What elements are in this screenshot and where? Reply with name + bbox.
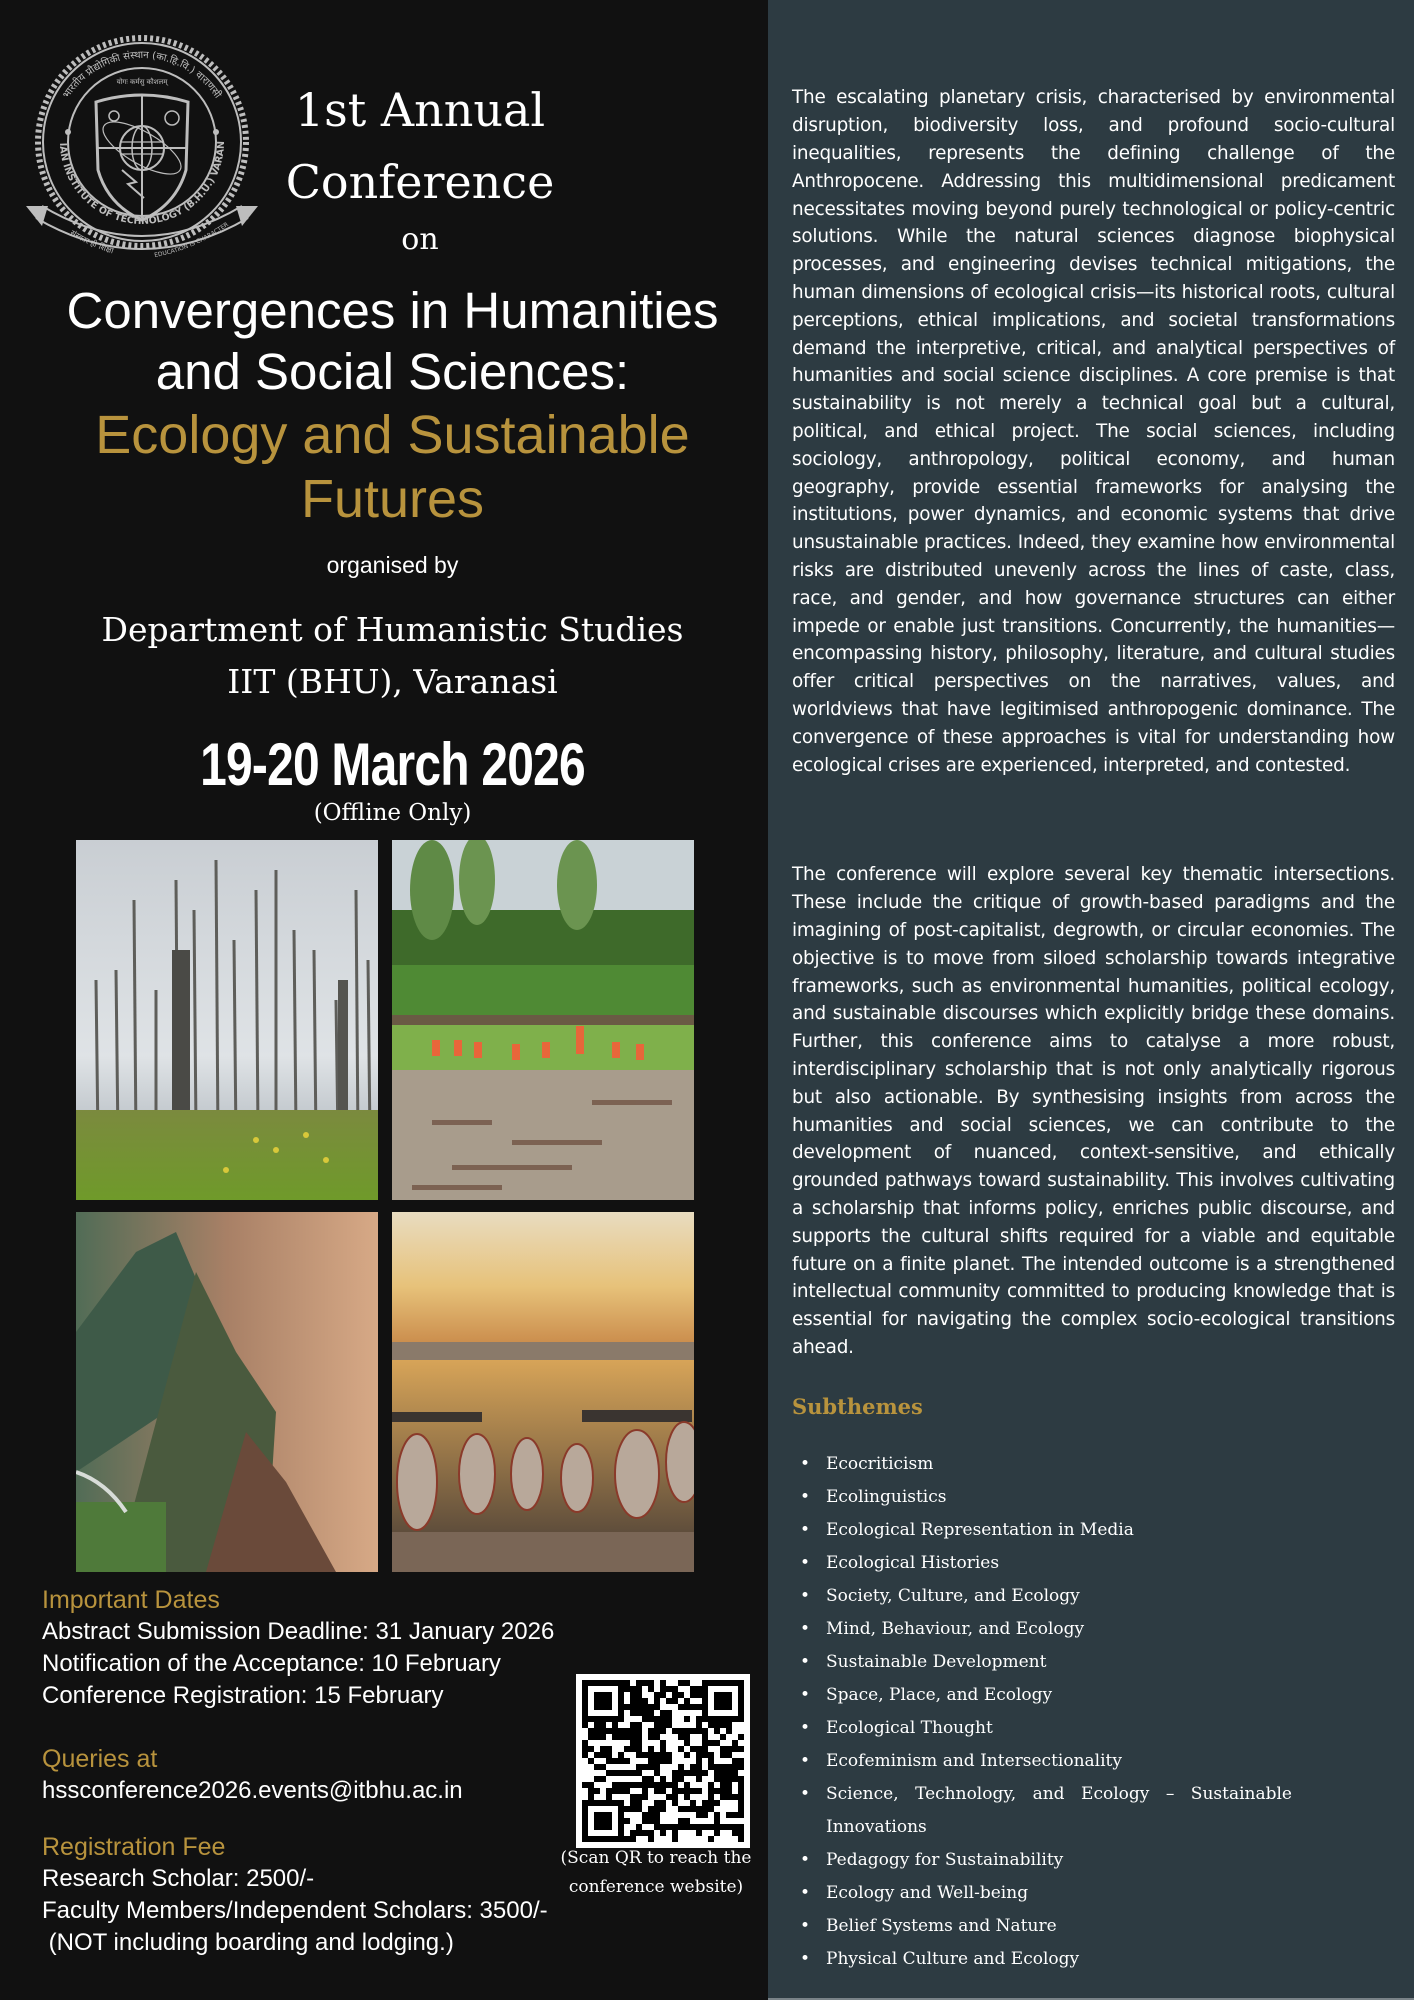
queries — [42, 1743, 463, 1807]
svg-text:भारतीय प्रौद्योगिकी संस्थान (क: भारतीय प्रौद्योगिकी संस्थान (का.हि.वि.) वाराणसी — [61, 49, 223, 101]
fee-note: (NOT including boarding and lodging.) — [42, 1929, 454, 1956]
theme-title — [20, 280, 765, 402]
subtheme-item: • Ecocriticism — [792, 1448, 1292, 1481]
department-name: Department of Humanistic Studies — [101, 610, 684, 649]
subtheme-item: • Physical Culture and Ecology — [792, 1943, 1292, 1976]
queries-email[interactable]: hssconference2026.events@itbhu.ac.in — [42, 1777, 463, 1804]
theme-subtitle-line-2: Futures — [300, 469, 485, 529]
important-dates — [42, 1584, 554, 1712]
photo-river-boats — [392, 1212, 694, 1572]
svg-text:संस्कार ही शिक्षा: संस्कार ही शिक्षा — [68, 228, 115, 256]
photo-misty-mountains — [76, 1212, 378, 1572]
organised-by-label: organised by — [326, 552, 459, 578]
qr-caption-line-1: (Scan QR to reach the — [560, 1848, 752, 1868]
svg-text:INDIAN INSTITUTE OF TECHNOLOGY: IAN INSTITUTE OF TECHNOLOGY (B.H.U.) VARAN — [56, 140, 228, 228]
queries-heading: Queries at — [42, 1745, 158, 1773]
subtheme-item: • Ecology and Well-being — [792, 1877, 1292, 1910]
qr-caption-line-2: conference website) — [568, 1877, 744, 1897]
iit-bhu-seal-logo — [26, 30, 258, 268]
svg-text:योगः कर्मसु कौशलम्: योगः कर्मसु कौशलम् — [116, 78, 168, 86]
qr-caption — [556, 1844, 756, 1902]
important-dates-heading: Important Dates — [42, 1586, 220, 1614]
registration-fee — [42, 1831, 548, 1959]
photo-dead-forest — [76, 840, 378, 1200]
subtheme-item: • Mind, Behaviour, and Ecology — [792, 1613, 1292, 1646]
subtheme-item: • Ecological Histories — [792, 1547, 1292, 1580]
date-item: Notification of the Acceptance: 10 February — [42, 1650, 501, 1677]
event-mode: (Offline Only) — [313, 800, 472, 826]
fee-item: Faculty Members/Independent Scholars: 3500/- — [42, 1897, 548, 1924]
theme-subtitle — [20, 403, 765, 531]
institute-name: IIT (BHU), Varanasi — [227, 662, 558, 701]
date-item: Conference Registration: 15 February — [42, 1682, 444, 1709]
subtheme-item: • Science, Technology, and Ecology – Sustainable Innovations — [792, 1778, 1292, 1844]
subtheme-item: • Belief Systems and Nature — [792, 1910, 1292, 1943]
organiser — [20, 604, 765, 708]
registration-fee-heading: Registration Fee — [42, 1833, 226, 1861]
event-dates: 19-20 March 2026 — [200, 731, 585, 798]
theme-title-line-1: Convergences in Humanities — [66, 282, 719, 339]
description-paragraph-2: The conference will explore several key thematic intersections. These include the critique of growth-based paradigms and the imagining of post-capitalist, degrowth, or circular economies. The objective is to move from siloed scholarship towards integrative frameworks, such as environmental humanities, political ecology, and sustainable discourses which explicitly bridge these domains. Further, this conference aims to catalyse a more robust, interdisciplinary scholarship that is not only analytically rigorous but also actionable. By synthesising insights from across the humanities and social sciences, we can contribute to the development of nuanced, context-sensitive, and ethically grounded pathways toward sustainability. This involves cultivating a scholarship that informs policy, enriches public discourse, and supports the cultural shifts required for a viable and equitable future on a finite planet. The intended outcome is a strengthened intellectual community committed to producing knowledge that is essential for navigating the complex socio-ecological transitions ahead. — [792, 864, 1395, 1358]
qr-code[interactable] — [576, 1674, 750, 1848]
title-line-2: Conference — [285, 155, 555, 209]
photo-rice-paddy — [392, 840, 694, 1200]
title-line-1: 1st Annual — [294, 83, 546, 137]
subthemes-list — [792, 1448, 1292, 1976]
subtheme-item: • Ecofeminism and Intersectionality — [792, 1745, 1292, 1778]
subtheme-item: • Ecolinguistics — [792, 1481, 1292, 1514]
subtheme-item: • Ecological Representation in Media — [792, 1514, 1292, 1547]
title-on: on — [401, 222, 439, 257]
subtheme-item: • Ecological Thought — [792, 1712, 1292, 1745]
description-paragraph-1: The escalating planetary crisis, characterised by environmental disruption, biodiversity loss, and profound socio-cultural inequalities, represents the defining challenge of the Anthropocene. Addressing this multidimensional predicament necessitates moving beyond purely technological or policy-centric solutions. While the natural sciences diagnose biophysical processes, and engineering devises technical mitigations, the human dimensions of ecological crisis—its historical roots, cultural perceptions, ethical implications, and societal transformations demand the interpretive, critical, and analytical perspectives of humanities and social science disciplines. A core premise is that sustainability is not merely a technical goal but a cultural, political, and ethical project. The social sciences, including sociology, anthropology, political economy, and human geography, provide essential frameworks for analysing the institutions, power dynamics, and economic systems that drive unsustainable practices. Indeed, they examine how environmental risks are distributed unevenly across the lines of caste, class, race, and gender, and how governance structures can either impede or enable just transitions. Concurrently, the humanities—encompassing history, philosophy, literature, and cultural studies offer critical perspectives on the narratives, values, and worldviews that have legitimised anthropogenic dominance. The convergence of these approaches is vital for understanding how ecological crises are experienced, interpreted, and contested. — [792, 87, 1395, 776]
svg-text:EDUCATION IS CHARACTER: EDUCATION IS CHARACTER — [153, 221, 230, 259]
subtheme-item: • Space, Place, and Ecology — [792, 1679, 1292, 1712]
subtheme-item: • Sustainable Development — [792, 1646, 1292, 1679]
subtheme-item: • Society, Culture, and Ecology — [792, 1580, 1292, 1613]
subtheme-item: • Pedagogy for Sustainability — [792, 1844, 1292, 1877]
theme-title-line-2: and Social Sciences: — [155, 343, 630, 400]
theme-subtitle-line-1: Ecology and Sustainable — [95, 405, 690, 465]
fee-item: Research Scholar: 2500/- — [42, 1865, 315, 1892]
conference-title — [260, 74, 580, 218]
subthemes-heading: Subthemes — [792, 1394, 923, 1419]
date-item: Abstract Submission Deadline: 31 January 2026 — [42, 1618, 555, 1645]
